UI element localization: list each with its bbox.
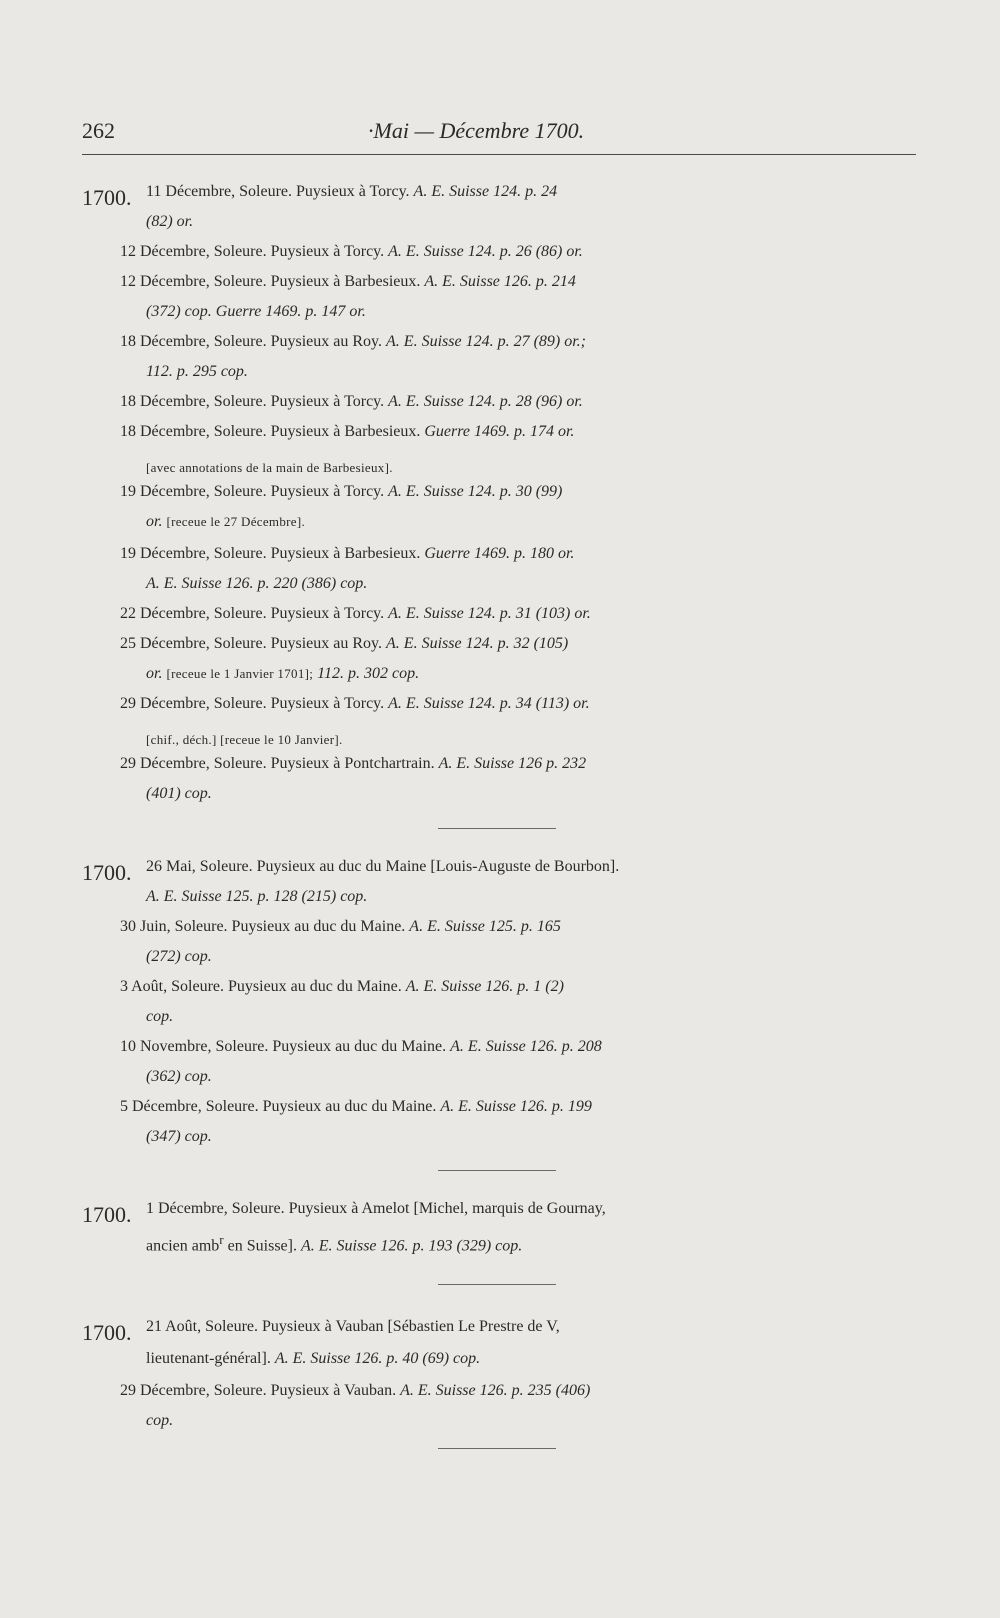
entry-line: 22 Décembre, Soleure. Puysieux à Torcy. A. E. Suisse 124. p. 31 (103) or. — [120, 605, 591, 622]
entry-line: 18 Décembre, Soleure. Puysieux à Torcy. A. E. Suisse 124. p. 28 (96) or. — [120, 393, 583, 410]
section-separator — [438, 1284, 556, 1285]
entry-line: (401) cop. — [146, 785, 212, 802]
entry-line: ancien amb$^r$ en Suisse]. A. E. Suisse 126. p. 193 (329) cop. — [146, 1232, 523, 1255]
section-separator — [438, 1170, 556, 1171]
section-separator — [438, 828, 556, 829]
entry-line: 10 Novembre, Soleure. Puysieux au duc du Maine. A. E. Suisse 126. p. 208 — [120, 1038, 602, 1055]
entry-line: cop. — [146, 1412, 174, 1429]
running-title: ·Mai — Décembre 1700. — [368, 118, 585, 143]
annotation-note: [chif., déch.] [receue le 10 Janvier]. — [146, 732, 343, 747]
annotation-note: [receue le 27 Décembre]. — [166, 514, 306, 529]
entry-line: 11 Décembre, Soleure. Puysieux à Torcy. A. E. Suisse 124. p. 24 — [146, 183, 558, 200]
entry-line: 26 Mai, Soleure. Puysieux au duc du Maine [Louis-Auguste de Bourbon]. — [146, 858, 620, 875]
entry-line: or. [receue le 1 Janvier 1701]; 112. p. 302 cop. — [146, 665, 420, 682]
entry-line: (372) cop. Guerre 1469. p. 147 or. — [146, 303, 366, 320]
group-year: 1700. — [82, 1202, 132, 1227]
header-rule — [82, 154, 916, 155]
entry-line: (82) or. — [146, 213, 194, 230]
group-year: 1700. — [82, 1320, 132, 1345]
entry-line: 19 Décembre, Soleure. Puysieux à Barbesieux. Guerre 1469. p. 180 or. — [120, 545, 575, 562]
entry-line: 25 Décembre, Soleure. Puysieux au Roy. A. E. Suisse 124. p. 32 (105) — [120, 635, 569, 652]
entry-line: 29 Décembre, Soleure. Puysieux à Vauban. A. E. Suisse 126. p. 235 (406) — [120, 1382, 591, 1399]
section-separator — [438, 1448, 556, 1449]
entry-line: 18 Décembre, Soleure. Puysieux à Barbesieux. Guerre 1469. p. 174 or. — [120, 423, 575, 440]
entry-line: 12 Décembre, Soleure. Puysieux à Barbesieux. A. E. Suisse 126. p. 214 — [120, 273, 576, 290]
entry-line: 21 Août, Soleure. Puysieux à Vauban [Sébastien Le Prestre de V, — [146, 1318, 560, 1335]
entry-line: (272) cop. — [146, 948, 212, 965]
group-year: 1700. — [82, 860, 132, 885]
page-header — [82, 118, 916, 154]
entry-line: cop. — [146, 1008, 174, 1025]
entry-line: 3 Août, Soleure. Puysieux au duc du Maine. A. E. Suisse 126. p. 1 (2) — [120, 978, 564, 995]
entry-line: lieutenant-général]. A. E. Suisse 126. p. 40 (69) cop. — [146, 1350, 481, 1367]
entry-line: 29 Décembre, Soleure. Puysieux à Torcy. A. E. Suisse 124. p. 34 (113) or. — [120, 695, 590, 712]
page-number: 262 — [82, 118, 115, 143]
group-year: 1700. — [82, 185, 132, 210]
entry-line: 19 Décembre, Soleure. Puysieux à Torcy. A. E. Suisse 124. p. 30 (99) — [120, 483, 563, 500]
annotation-note: [avec annotations de la main de Barbesieux]. — [146, 460, 393, 475]
entry-line: or. [receue le 27 Décembre]. — [146, 513, 306, 530]
entry-line: (362) cop. — [146, 1068, 212, 1085]
entry-line: 12 Décembre, Soleure. Puysieux à Torcy. A. E. Suisse 124. p. 26 (86) or. — [120, 243, 583, 260]
entry-line: A. E. Suisse 126. p. 220 (386) cop. — [146, 575, 368, 592]
entry-line: 1 Décembre, Soleure. Puysieux à Amelot [Michel, marquis de Gournay, — [146, 1200, 606, 1217]
entry-line: (347) cop. — [146, 1128, 212, 1145]
entry-line: 18 Décembre, Soleure. Puysieux au Roy. A. E. Suisse 124. p. 27 (89) or.; — [120, 333, 586, 350]
entry-line: 112. p. 295 cop. — [146, 363, 248, 380]
entry-line: A. E. Suisse 125. p. 128 (215) cop. — [146, 888, 368, 905]
entry-line: 29 Décembre, Soleure. Puysieux à Pontchartrain. A. E. Suisse 126 p. 232 — [120, 755, 587, 772]
annotation-note: [receue le 1 Janvier 1701]; — [166, 666, 314, 681]
entry-line: 5 Décembre, Soleure. Puysieux au duc du Maine. A. E. Suisse 126. p. 199 — [120, 1098, 592, 1115]
entry-line: 30 Juin, Soleure. Puysieux au duc du Maine. A. E. Suisse 125. p. 165 — [120, 918, 561, 935]
